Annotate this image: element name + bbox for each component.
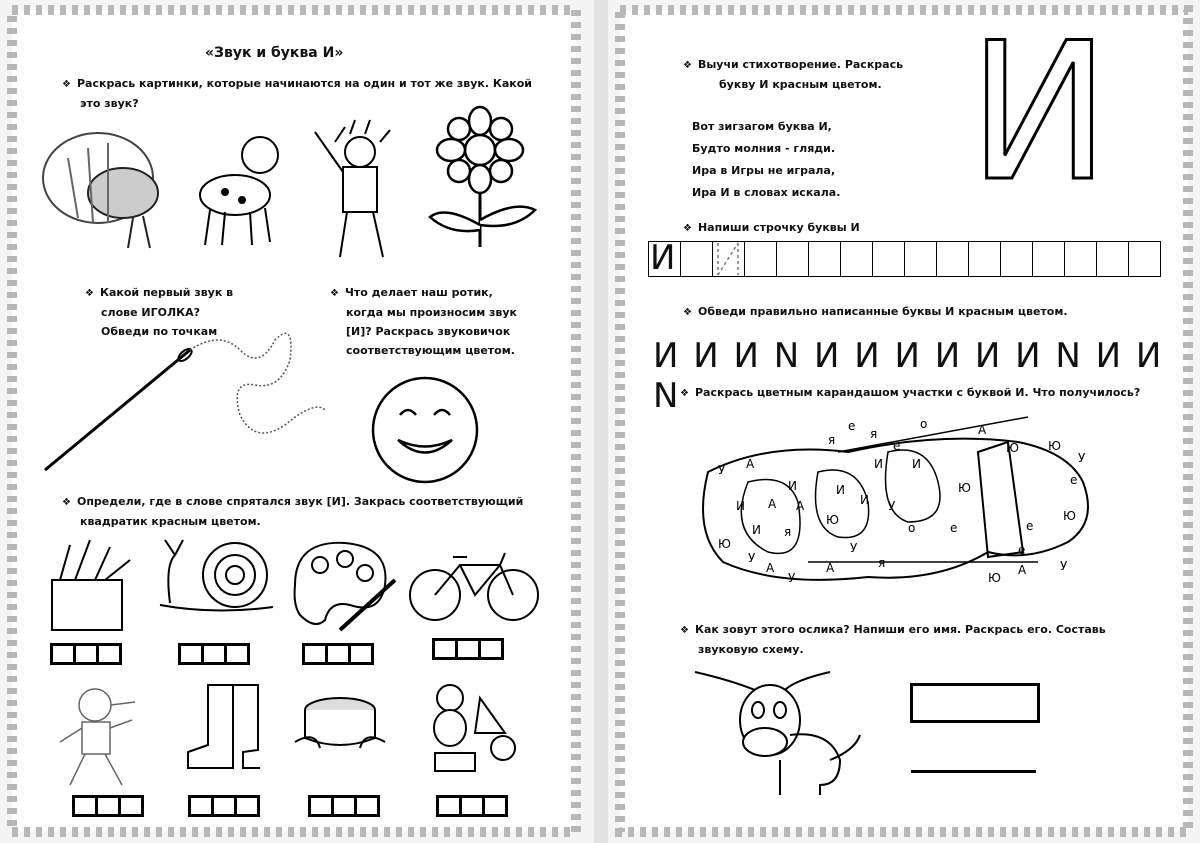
bullet-icon: ❖ xyxy=(683,60,692,71)
svg-text:А: А xyxy=(766,561,775,575)
svg-text:я: я xyxy=(784,525,792,539)
dashed-letter-guide xyxy=(713,241,743,277)
hidden-picture-puzzle[interactable] xyxy=(688,412,1108,607)
svg-text:У: У xyxy=(850,541,858,555)
svg-text:е: е xyxy=(1018,543,1026,557)
sound-boxes-snail[interactable] xyxy=(178,643,250,665)
smiley-face-picture xyxy=(370,375,480,485)
turkey-picture xyxy=(38,118,178,258)
svg-text:А: А xyxy=(768,497,777,511)
svg-text:е: е xyxy=(1026,519,1034,533)
poem xyxy=(692,116,840,204)
svg-text:я: я xyxy=(828,433,836,447)
sound-boxes-cake[interactable] xyxy=(308,795,380,817)
sound-boxes-pinocchio[interactable] xyxy=(72,795,144,817)
bullet-icon: ❖ xyxy=(85,288,94,299)
toys-picture xyxy=(425,678,525,778)
svg-text:А: А xyxy=(796,499,805,513)
svg-text:У: У xyxy=(748,551,756,565)
svg-text:Ю: Ю xyxy=(1006,441,1019,455)
big-letter-outline[interactable]: И xyxy=(968,2,1111,223)
svg-text:И: И xyxy=(912,457,921,471)
svg-text:И: И xyxy=(736,499,745,513)
svg-text:Ю: Ю xyxy=(958,481,971,495)
dog-picture xyxy=(180,120,290,250)
sound-boxes-toolbox[interactable] xyxy=(50,643,122,665)
poem-line: Вот зигзагом буква И, xyxy=(692,120,832,133)
svg-text:У: У xyxy=(718,463,726,477)
svg-text:У: У xyxy=(888,499,896,513)
donkey-name-box[interactable] xyxy=(910,683,1040,723)
svg-text:я: я xyxy=(878,556,886,570)
svg-text:Ю: Ю xyxy=(1048,439,1061,453)
left-page xyxy=(0,0,594,843)
task4-text: ❖ Раскрась цветным карандашом участки с буквой И. Что получилось? xyxy=(680,386,1141,399)
task2-text: ❖ Какой первый звук в слове ИГОЛКА? Обведи по точкам xyxy=(85,286,234,338)
svg-text:А: А xyxy=(826,561,835,575)
svg-text:Ю: Ю xyxy=(988,571,1001,585)
svg-text:о: о xyxy=(920,417,928,431)
poem-line: Ира И в словах искала. xyxy=(692,186,841,199)
bullet-icon: ❖ xyxy=(680,388,689,399)
svg-text:И: И xyxy=(788,479,797,493)
task4-text: ❖ Определи, где в слове спрятался звук [И]. Закрась соответствующий квадратик красным цветом. xyxy=(62,495,524,528)
needle-and-thread-picture xyxy=(40,330,340,480)
page-title: «Звук и буква И» xyxy=(205,45,344,61)
sound-boxes-boots[interactable] xyxy=(188,795,260,817)
task1-text: ❖ Раскрась картинки, которые начинаются на один и тот же звук. Какой это звук? xyxy=(62,77,533,110)
task5-text: ❖ Как зовут этого ослика? Напиши его имя. Раскрась его. Составь звуковую схему. xyxy=(680,623,1106,656)
poem-line: Ира в Игры не играла, xyxy=(692,164,836,177)
svg-text:И: И xyxy=(860,493,869,507)
svg-text:я: я xyxy=(870,427,878,441)
svg-text:И: И xyxy=(836,483,845,497)
page-divider xyxy=(594,0,608,843)
task3-text: ❖ Обведи правильно написанные буквы И красным цветом. xyxy=(683,305,1068,318)
letters-to-trace[interactable]: И И И N И И И И И И N И И N xyxy=(653,336,1164,416)
svg-text:И: И xyxy=(874,457,883,471)
sound-boxes-palette[interactable] xyxy=(302,643,374,665)
svg-text:е: е xyxy=(893,439,901,453)
poem-line: Будто молния - гляди. xyxy=(692,142,836,155)
sound-scheme-line[interactable] xyxy=(911,770,1036,773)
flower-picture xyxy=(425,105,540,250)
bullet-icon: ❖ xyxy=(62,497,71,508)
svg-text:У: У xyxy=(1060,559,1068,573)
task2-text: ❖ Напиши строчку буквы И xyxy=(683,221,860,234)
paint-palette-picture xyxy=(285,535,400,635)
svg-text:е: е xyxy=(1070,473,1078,487)
sound-boxes-bicycle[interactable] xyxy=(432,638,504,660)
snail-picture xyxy=(155,535,280,620)
cake-picture xyxy=(290,690,390,760)
task1-text: ❖ Выучи стихотворение. Раскрась букву И красным цветом. xyxy=(683,58,904,91)
indian-boy-picture xyxy=(305,112,415,262)
svg-text:У: У xyxy=(1078,451,1086,465)
svg-text:о: о xyxy=(908,521,916,535)
svg-text:Ю: Ю xyxy=(1063,509,1076,523)
svg-text:У: У xyxy=(788,571,796,585)
sample-letter: И xyxy=(650,238,676,278)
sound-boxes-toys[interactable] xyxy=(436,795,508,817)
svg-text:е: е xyxy=(848,419,856,433)
pinocchio-picture xyxy=(50,680,145,790)
svg-text:А: А xyxy=(978,423,987,437)
bullet-icon: ❖ xyxy=(683,223,692,234)
bullet-icon: ❖ xyxy=(683,307,692,318)
bicycle-picture xyxy=(405,545,545,625)
svg-text:Ю: Ю xyxy=(826,513,839,527)
donkey-picture xyxy=(680,660,865,800)
bullet-icon: ❖ xyxy=(62,79,71,90)
svg-text:е: е xyxy=(950,521,958,535)
task3-text: ❖ Что делает наш ротик, когда мы произносим звук [И]? Раскрась звуковичок соответствующим цветом. xyxy=(330,286,517,357)
bullet-icon: ❖ xyxy=(680,625,689,636)
svg-text:А: А xyxy=(746,457,755,471)
svg-text:Ю: Ю xyxy=(718,537,731,551)
right-page xyxy=(608,0,1200,843)
toolbox-picture xyxy=(40,535,140,635)
boots-picture xyxy=(178,680,268,775)
svg-text:А: А xyxy=(1018,563,1027,577)
svg-text:И: И xyxy=(752,523,761,537)
bullet-icon: ❖ xyxy=(330,288,339,299)
